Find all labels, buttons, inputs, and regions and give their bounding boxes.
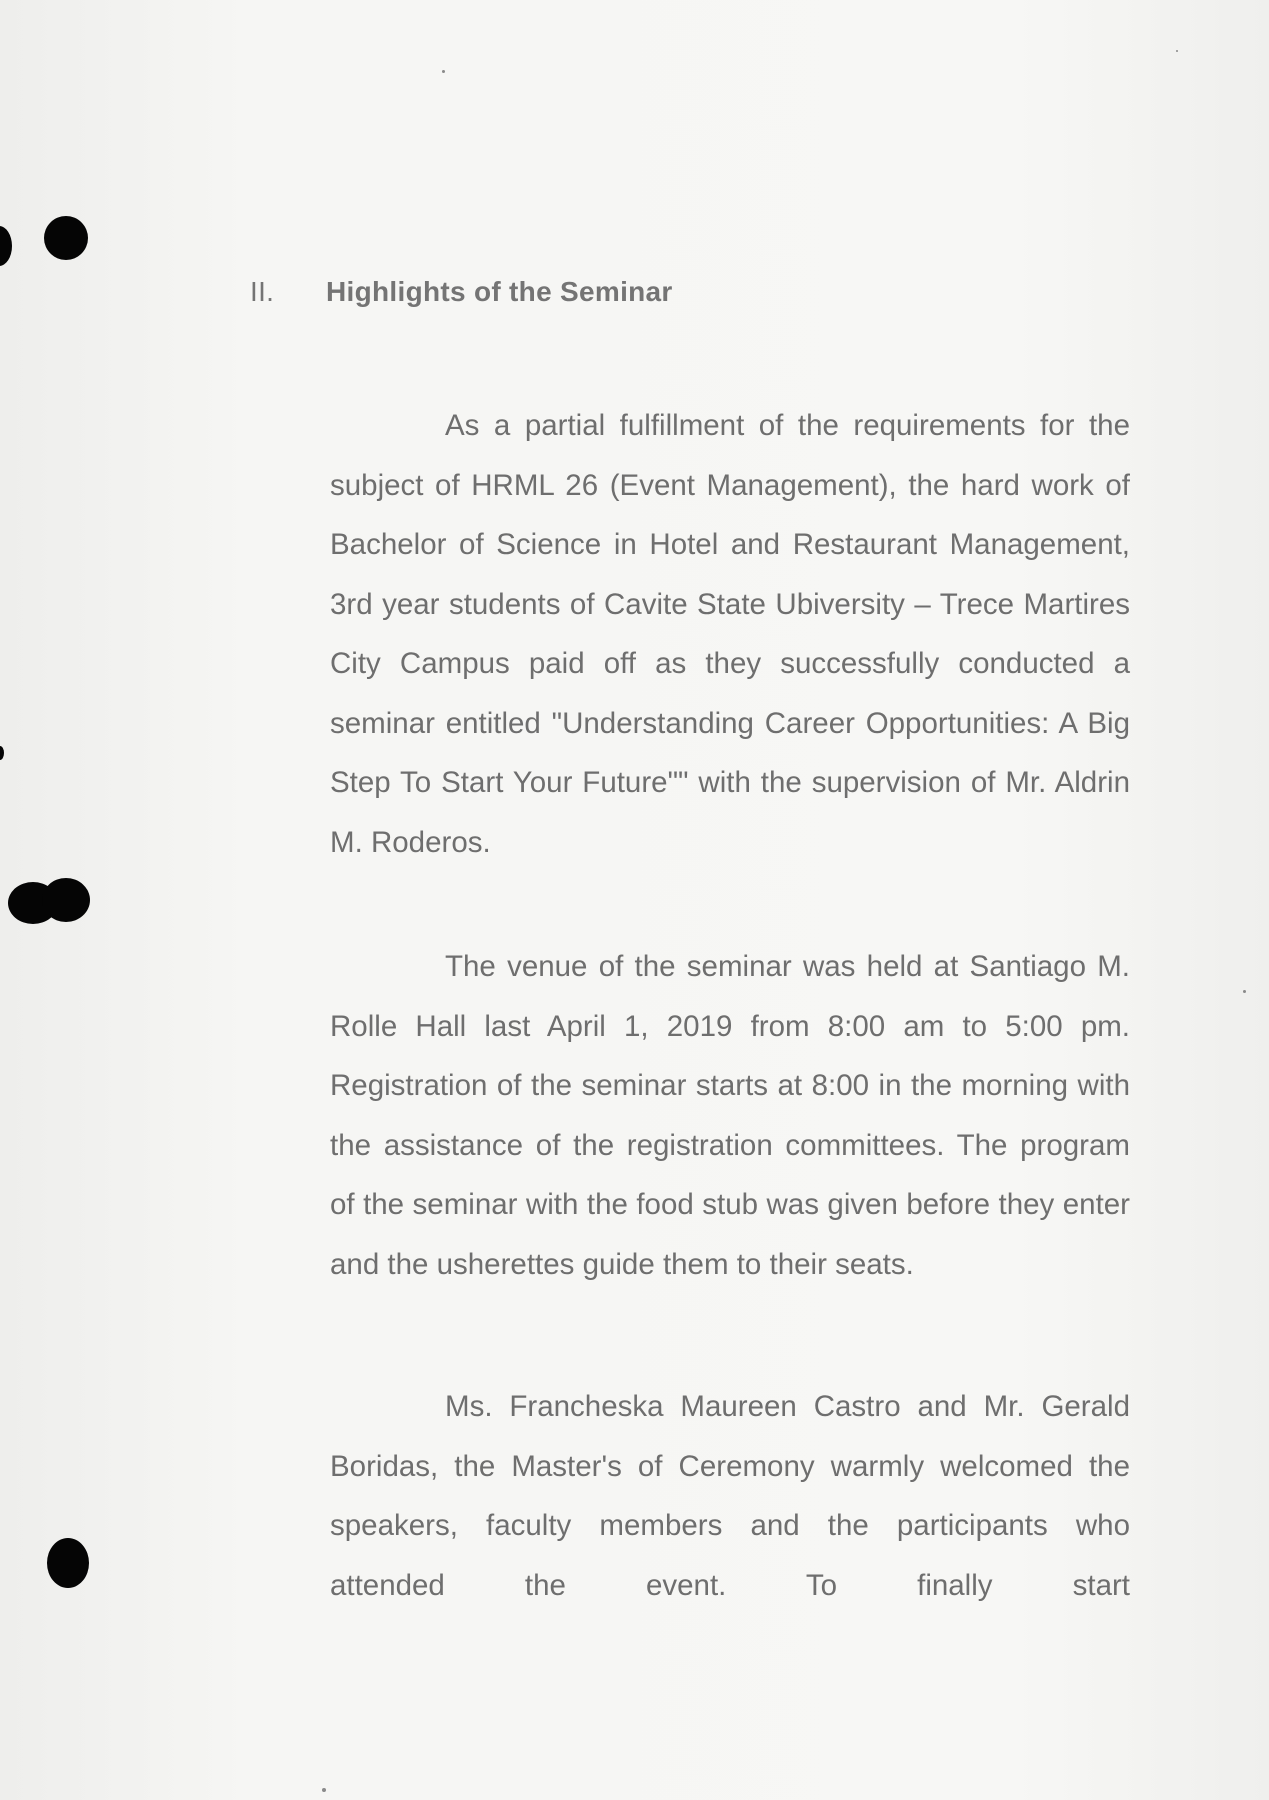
binder-hole: [0, 226, 12, 266]
scan-speck: [1243, 990, 1246, 993]
paragraph-emcees: [330, 1377, 1130, 1615]
paragraph-text: The venue of the seminar was held at Santiago M. Rolle Hall last April 1, 2019 from 8:00 am to 5:00 pm. Registration of the seminar starts at 8:00 in the morning with the assistance of the registration committees. The program of the seminar with the food stub was given before they enter and the usherettes guide them to their seats.: [330, 950, 1130, 1281]
section-number: II.: [250, 276, 275, 307]
scan-speck: [322, 1788, 326, 1792]
binder-hole: [0, 746, 4, 760]
section-title: Highlights of the Seminar: [326, 276, 673, 307]
paragraph-text: Ms. Francheska Maureen Castro and Mr. Gerald Boridas, the Master's of Ceremony warmly welcomed the speakers, faculty members and the participants who attended the event. To finally start: [330, 1390, 1130, 1602]
binder-hole: [47, 1538, 89, 1588]
paragraph-intro: [330, 396, 1130, 872]
binder-hole: [42, 878, 90, 922]
scan-speck: [442, 70, 445, 73]
scan-speck: [1176, 50, 1178, 52]
section-heading: [250, 276, 673, 308]
binder-hole: [44, 216, 88, 260]
paragraph-venue: [330, 937, 1130, 1294]
paragraph-text: As a partial fulfillment of the requirements for the subject of HRML 26 (Event Management), the hard work of Bachelor of Science in Hotel and Restaurant Management, 3rd year students of Cavite State Ubiversity – Trece Martires City Campus paid off as they successfully conducted a seminar entitled "Understanding Career Opportunities: A Big Step To Start Your Future"" with the supervision of Mr. Aldrin M. Roderos.: [330, 409, 1130, 859]
